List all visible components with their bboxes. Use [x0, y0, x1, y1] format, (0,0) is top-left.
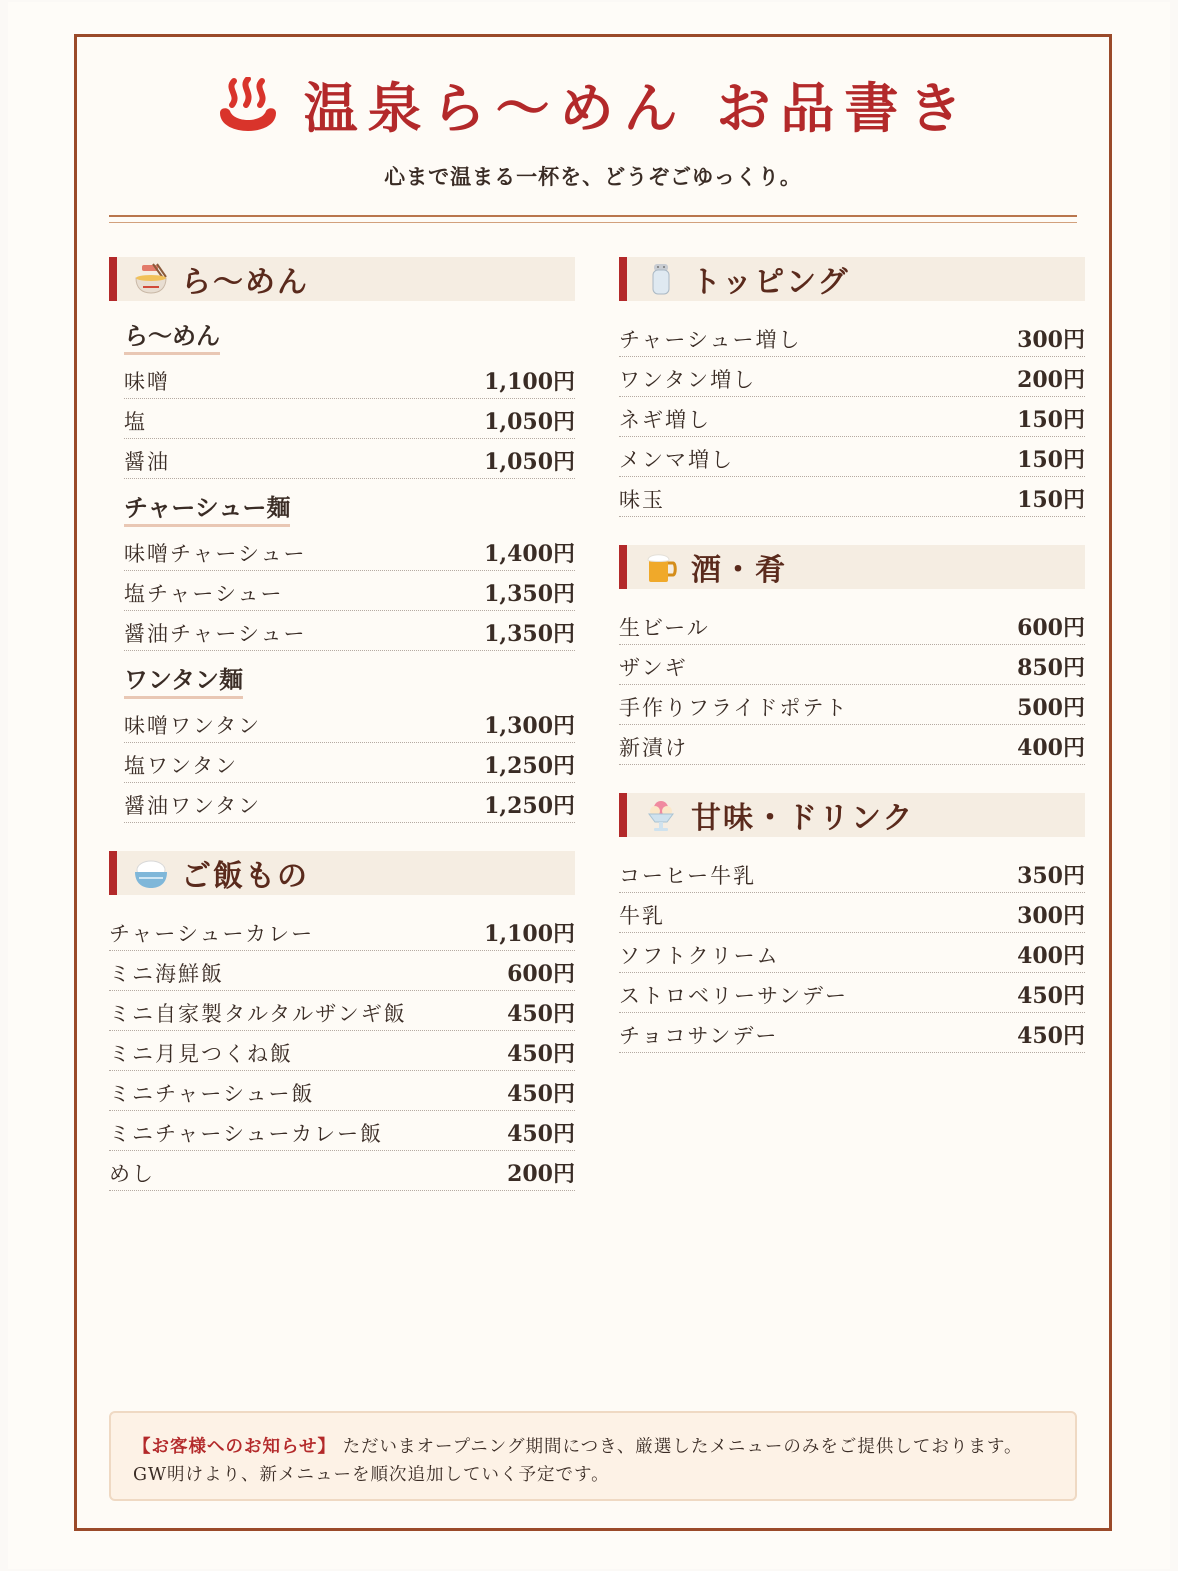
menu-item: ネギ増し 150円 — [619, 397, 1085, 437]
menu-item: 味玉 150円 — [619, 477, 1085, 517]
menu-item: チャーシューカレー 1,100円 — [109, 911, 575, 951]
page-subtitle: 心まで温まる一杯を、どうぞごゆっくり。 — [384, 164, 802, 189]
rice-bowl-icon — [133, 856, 169, 890]
section-title: 甘味・ドリンク — [691, 801, 915, 836]
menu-item: 塩チャーシュー 1,350円 — [124, 571, 575, 611]
section-rice — [109, 851, 575, 895]
section-topping — [619, 257, 1085, 301]
menu-header — [77, 75, 1109, 191]
menu-item: 生ビール 600円 — [619, 605, 1085, 645]
menu-item: ミニ海鮮飯 600円 — [109, 951, 575, 991]
menu-item: 手作りフライドポテト 500円 — [619, 685, 1085, 725]
menu-list — [109, 359, 575, 479]
onsen-icon — [214, 77, 282, 139]
menu-item: 味噌チャーシュー 1,400円 — [124, 531, 575, 571]
menu-item: めし 200円 — [109, 1151, 575, 1191]
menu-item: 塩 1,050円 — [124, 399, 575, 439]
section-title: トッピング — [691, 265, 850, 300]
menu-item: ザンギ 850円 — [619, 645, 1085, 685]
menu-item: ミニチャーシュー飯 450円 — [109, 1071, 575, 1111]
page-title: 温泉ら〜めん お品書き — [303, 76, 973, 140]
menu-item: 牛乳 300円 — [619, 893, 1085, 933]
ramen-bowl-icon — [133, 262, 169, 296]
menu-item: 醤油ワンタン 1,250円 — [124, 783, 575, 823]
menu-item: ストロベリーサンデー 450円 — [619, 973, 1085, 1013]
group-chashu-men — [109, 489, 575, 651]
menu-item: 醤油チャーシュー 1,350円 — [124, 611, 575, 651]
menu-item: 味噌ワンタン 1,300円 — [124, 703, 575, 743]
group-ramen — [109, 317, 575, 479]
menu-item: ミニチャーシューカレー飯 450円 — [109, 1111, 575, 1151]
group-title: ら〜めん — [124, 321, 220, 355]
notice-text: ただいまオープニング期間につき、厳選したメニューのみをご提供しております。 GW明けより、新メニューを順次追加していく予定です。 — [133, 1437, 1023, 1485]
section-title: ご飯もの — [181, 859, 309, 894]
menu-item: コーヒー牛乳 350円 — [619, 853, 1085, 893]
menu-list — [619, 853, 1085, 1053]
right-column — [619, 257, 1085, 1053]
menu-item: チョコサンデー 450円 — [619, 1013, 1085, 1053]
section-ramen — [109, 257, 575, 301]
group-title: チャーシュー麺 — [124, 493, 290, 527]
notice-label: 【お客様へのお知らせ】 — [133, 1437, 336, 1457]
menu-list — [109, 703, 575, 823]
notice-box — [109, 1411, 1077, 1501]
section-title: 酒・肴 — [691, 553, 787, 588]
section-drinks — [619, 545, 1085, 589]
menu-item: 味噌 1,100円 — [124, 359, 575, 399]
beer-mug-icon — [643, 550, 679, 584]
group-title: ワンタン麺 — [124, 665, 243, 699]
left-column — [109, 257, 575, 1191]
menu-item: チャーシュー増し 300円 — [619, 317, 1085, 357]
menu-item: ミニ自家製タルタルザンギ飯 450円 — [109, 991, 575, 1031]
salt-shaker-icon — [643, 262, 679, 296]
menu-frame — [74, 34, 1112, 1531]
page — [8, 2, 1170, 1569]
menu-list — [109, 911, 575, 1191]
group-wonton-men — [109, 661, 575, 823]
menu-list — [619, 605, 1085, 765]
menu-item: ソフトクリーム 400円 — [619, 933, 1085, 973]
menu-list — [619, 317, 1085, 517]
menu-item: ミニ月見つくね飯 450円 — [109, 1031, 575, 1071]
menu-item: メンマ増し 150円 — [619, 437, 1085, 477]
header-divider — [109, 215, 1077, 223]
sundae-icon — [643, 798, 679, 832]
menu-item: ワンタン増し 200円 — [619, 357, 1085, 397]
menu-item: 新漬け 400円 — [619, 725, 1085, 765]
section-sweets — [619, 793, 1085, 837]
menu-item: 醤油 1,050円 — [124, 439, 575, 479]
section-title: ら〜めん — [181, 265, 309, 300]
menu-item: 塩ワンタン 1,250円 — [124, 743, 575, 783]
menu-list — [109, 531, 575, 651]
